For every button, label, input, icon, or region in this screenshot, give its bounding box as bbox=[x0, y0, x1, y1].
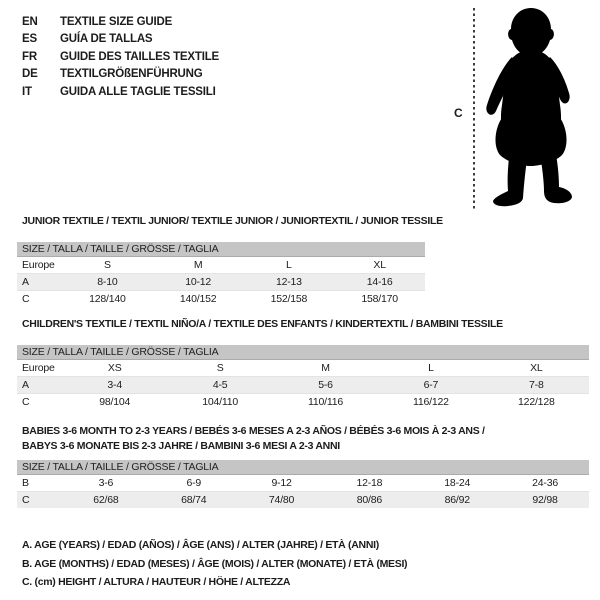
lang-label: GUIDA ALLE TAGLIE TESSILI bbox=[60, 85, 216, 98]
legend-line-c: C. (cm) HEIGHT / ALTURA / HAUTEUR / HÖHE / ALTEZZA bbox=[22, 576, 291, 588]
size-cell: 152/158 bbox=[270, 293, 308, 305]
size-cell: 80/86 bbox=[356, 494, 383, 506]
height-measure-dotted-line bbox=[473, 8, 475, 209]
toddler-silhouette bbox=[484, 5, 590, 209]
size-cell: 7-8 bbox=[529, 379, 544, 391]
size-cell: S bbox=[103, 259, 111, 271]
row-label: Europe bbox=[22, 259, 55, 271]
lang-code: DE bbox=[22, 68, 38, 81]
size-cell: 3-4 bbox=[107, 379, 122, 391]
table-row bbox=[17, 492, 589, 508]
size-cell: M bbox=[193, 259, 203, 271]
lang-code: EN bbox=[22, 15, 38, 28]
size-cell: 92/98 bbox=[532, 494, 558, 506]
junior-textile-section bbox=[17, 215, 443, 307]
size-cell: 128/140 bbox=[89, 293, 126, 305]
junior-size-table bbox=[17, 242, 425, 307]
size-cell: 98/104 bbox=[99, 396, 131, 408]
size-cell: 74/80 bbox=[268, 494, 295, 506]
table-row bbox=[17, 394, 589, 410]
lang-label: TEXTILGRÖßENFÜHRUNG bbox=[60, 68, 203, 81]
size-cell: 3-6 bbox=[98, 477, 114, 489]
size-cell: 122/128 bbox=[518, 396, 555, 408]
lang-label: GUIDE DES TAILLES TEXTILE bbox=[60, 50, 219, 63]
size-cell: L bbox=[286, 259, 292, 271]
row-label: A bbox=[22, 379, 29, 391]
size-cell: S bbox=[216, 362, 224, 374]
row-label: Europe bbox=[22, 362, 55, 374]
size-header-bar: SIZE / TALLA / TAILLE / GRÖSSE / TAGLIA bbox=[17, 345, 589, 360]
size-cell: L bbox=[428, 362, 434, 374]
size-cell: 68/74 bbox=[181, 494, 207, 506]
row-label: B bbox=[22, 477, 29, 489]
size-cell: 9-12 bbox=[271, 477, 292, 489]
lang-row-it bbox=[22, 83, 219, 101]
size-cell: 140/152 bbox=[179, 293, 217, 305]
lang-row-es bbox=[22, 31, 219, 49]
table-row bbox=[17, 274, 425, 291]
size-cell: XL bbox=[373, 259, 386, 271]
table-row bbox=[17, 475, 589, 492]
lang-row-fr bbox=[22, 48, 219, 66]
size-cell: 10-12 bbox=[185, 276, 212, 288]
children-textile-section bbox=[17, 318, 589, 410]
size-cell: 158/170 bbox=[361, 293, 398, 305]
row-label: C bbox=[22, 396, 30, 408]
size-cell: 110/116 bbox=[308, 396, 344, 408]
table-row bbox=[17, 291, 425, 307]
babies-textile-section bbox=[17, 424, 589, 508]
size-cell: 24-36 bbox=[532, 477, 558, 489]
section-title-line: JUNIOR TEXTILE / TEXTIL JUNIOR/ TEXTILE JUNIOR / JUNIORTEXTIL / JUNIOR TESSILE bbox=[22, 215, 443, 227]
table-row bbox=[17, 257, 425, 274]
measure-legend bbox=[22, 536, 407, 592]
size-cell: 5-6 bbox=[318, 379, 333, 391]
row-label: C bbox=[22, 494, 30, 506]
size-cell: M bbox=[321, 362, 330, 374]
size-cell: 104/110 bbox=[202, 396, 238, 408]
size-cell: 4-5 bbox=[212, 379, 228, 391]
size-cell: 12-13 bbox=[275, 276, 302, 288]
row-label: A bbox=[22, 276, 29, 288]
size-cell: 6-7 bbox=[423, 379, 439, 391]
table-row bbox=[17, 377, 589, 394]
height-measure-label: C bbox=[454, 106, 463, 120]
size-cell: 6-9 bbox=[186, 477, 202, 489]
section-title bbox=[17, 215, 443, 228]
table-row bbox=[17, 360, 589, 377]
lang-code: IT bbox=[22, 85, 32, 98]
section-title-line: BABYS 3-6 MONATE BIS 2-3 JAHRE / BAMBINI 3-6 MESI A 2-3 ANNI bbox=[22, 440, 340, 452]
lang-code: FR bbox=[22, 50, 37, 63]
lang-label: GUÍA DE TALLAS bbox=[60, 33, 153, 46]
section-title bbox=[17, 424, 589, 454]
language-list bbox=[22, 13, 219, 101]
size-header-bar: SIZE / TALLA / TAILLE / GRÖSSE / TAGLIA bbox=[17, 242, 425, 257]
lang-row-de bbox=[22, 66, 219, 84]
babies-size-table bbox=[17, 460, 589, 508]
section-title-line: CHILDREN'S TEXTILE / TEXTIL NIÑO/A / TEXTILE DES ENFANTS / KINDERTEXTIL / BAMBINI TESSILE bbox=[22, 318, 503, 330]
size-cell: 8-10 bbox=[97, 276, 118, 288]
lang-code: ES bbox=[22, 33, 37, 46]
lang-label: TEXTILE SIZE GUIDE bbox=[60, 15, 173, 28]
size-cell: 62/68 bbox=[93, 494, 119, 506]
lang-row-en bbox=[22, 13, 219, 31]
size-cell: 86/92 bbox=[444, 494, 470, 506]
size-cell: 18-24 bbox=[444, 477, 471, 489]
legend-line-a: A. AGE (YEARS) / EDAD (AÑOS) / ÂGE (ANS) / ALTER (JAHRE) / ETÀ (ANNI) bbox=[22, 539, 379, 551]
row-label: C bbox=[22, 293, 30, 305]
size-cell: XL bbox=[530, 362, 543, 374]
legend-line-b: B. AGE (MONTHS) / EDAD (MESES) / ÂGE (MOIS) / ALTER (MONATE) / ETÀ (MESI) bbox=[22, 557, 408, 570]
section-title bbox=[17, 318, 589, 331]
size-cell: 12-18 bbox=[356, 477, 383, 489]
size-cell: 116/122 bbox=[413, 396, 449, 408]
children-size-table bbox=[17, 345, 589, 410]
section-title-line: BABIES 3-6 MONTH TO 2-3 YEARS / BEBÉS 3-6 MESES A 2-3 AÑOS / BÉBÉS 3-6 MOIS À 2-3 ANS / bbox=[22, 425, 485, 437]
size-cell: 14-16 bbox=[366, 276, 393, 288]
size-header-bar: SIZE / TALLA / TAILLE / GRÖSSE / TAGLIA bbox=[17, 460, 589, 475]
size-cell: XS bbox=[107, 362, 122, 374]
